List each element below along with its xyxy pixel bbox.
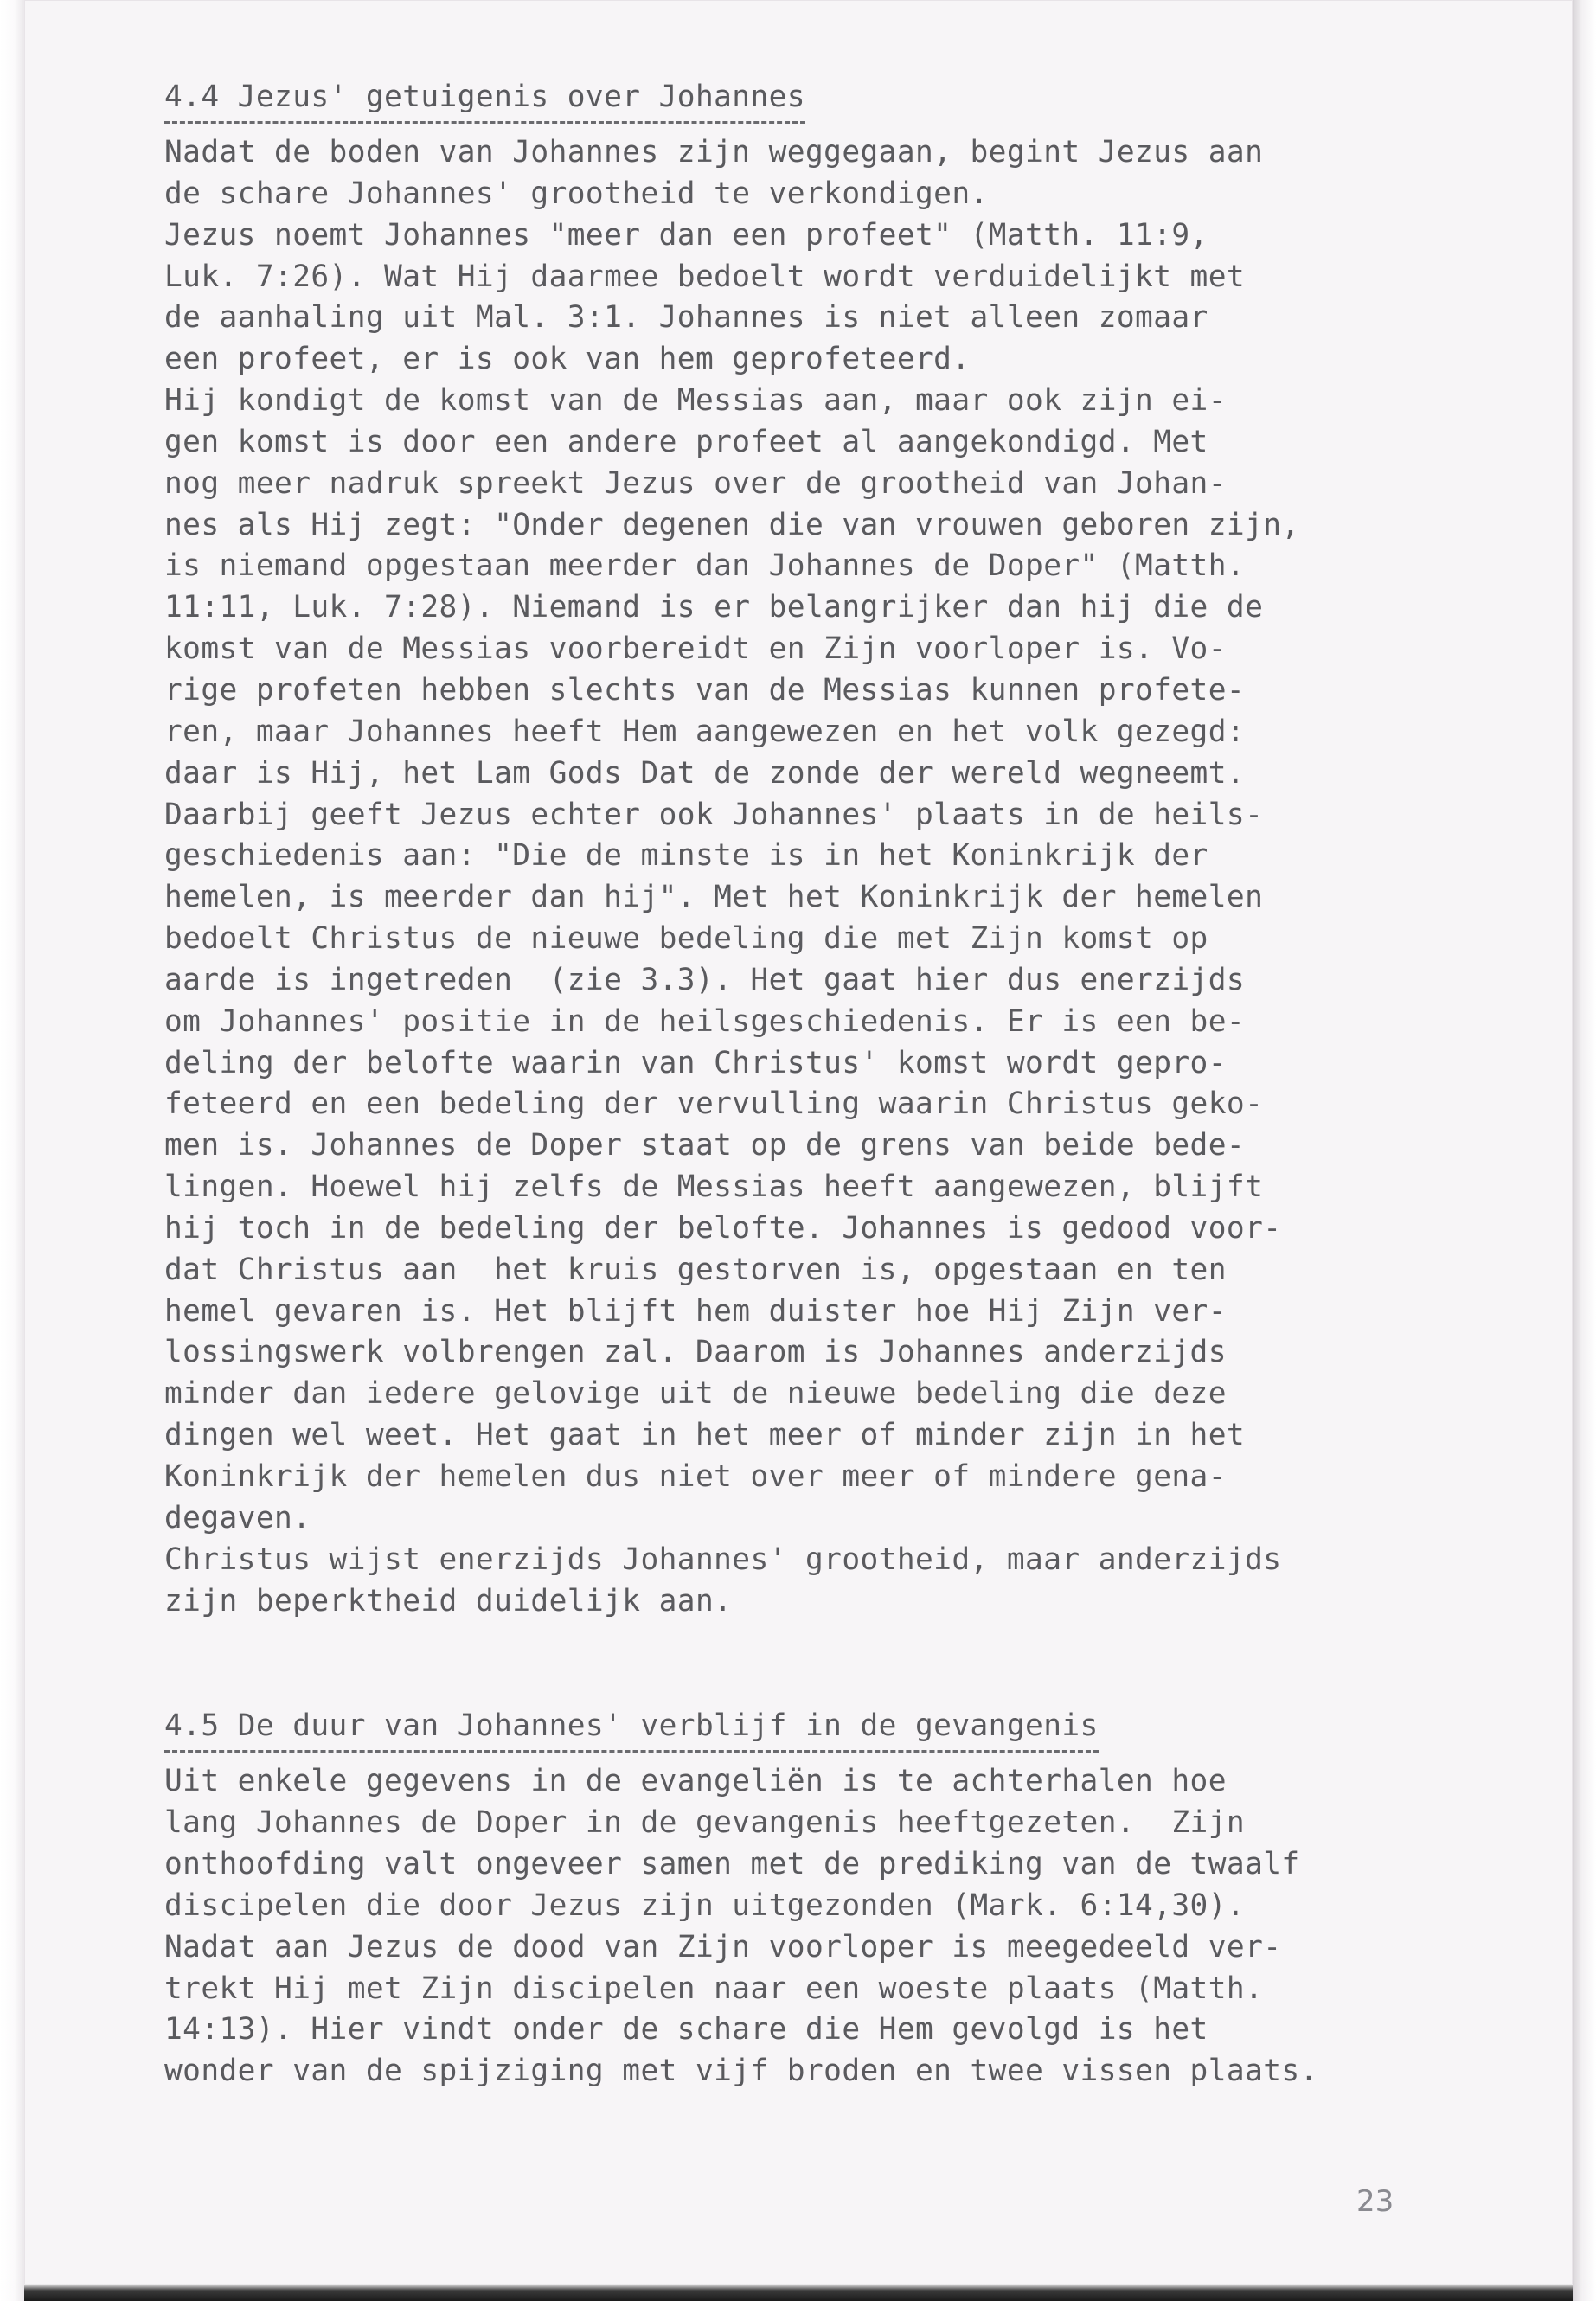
text-line: 11:11, Luk. 7:28). Niemand is er belangrijker dan hij die de — [164, 590, 1264, 625]
text-line: nog meer nadruk spreekt Jezus over de grootheid van Johan- — [164, 465, 1227, 501]
section-heading: 4.4 Jezus' getuigenis over Johannes — [164, 76, 805, 124]
text-line: Nadat de boden van Johannes zijn weggegaan, begint Jezus aan — [164, 135, 1264, 170]
text-line: 14:13). Hier vindt onder de schare die Hem gevolgd is het — [164, 2012, 1208, 2048]
text-line: men is. Johannes de Doper staat op de grens van beide bede- — [164, 1128, 1246, 1163]
section-body — [164, 132, 1514, 1622]
text-line: lang Johannes de Doper in de gevangenis heeftgezeten. Zijn — [164, 1805, 1246, 1841]
text-line: Daarbij geeft Jezus echter ook Johannes' plaats in de heils- — [164, 797, 1264, 832]
text-line: om Johannes' positie in de heilsgeschiedenis. Er is een be- — [164, 1003, 1246, 1039]
text-line: daar is Hij, het Lam Gods Dat de zonde der wereld wegneemt. — [164, 755, 1246, 791]
page-right-edge — [1573, 0, 1596, 2301]
text-line: feteerd en een bedeling der vervulling waarin Christus geko- — [164, 1086, 1264, 1122]
text-line: bedoelt Christus de nieuwe bedeling die met Zijn komst op — [164, 921, 1208, 957]
text-line: Nadat aan Jezus de dood van Zijn voorloper is meegedeeld ver- — [164, 1929, 1282, 1965]
text-line: hemelen, is meerder dan hij". Met het Koninkrijk der hemelen — [164, 880, 1264, 915]
text-line: minder dan iedere gelovige uit de nieuwe bedeling die deze — [164, 1376, 1227, 1412]
text-line: gen komst is door een andere profeet al aangekondigd. Met — [164, 424, 1208, 459]
text-line: Luk. 7:26). Wat Hij daarmee bedoelt wordt verduidelijkt met — [164, 259, 1246, 294]
text-line: trekt Hij met Zijn discipelen naar een woeste plaats (Matth. — [164, 1971, 1264, 2006]
page-number: 23 — [1356, 2184, 1394, 2219]
text-line: discipelen die door Jezus zijn uitgezonden (Mark. 6:14,30). — [164, 1888, 1246, 1923]
text-line: lossingswerk volbrengen zal. Daarom is Johannes anderzijds — [164, 1335, 1227, 1370]
text-line: ren, maar Johannes heeft Hem aangewezen en het volk gezegd: — [164, 714, 1246, 749]
text-line: is niemand opgestaan meerder dan Johannes de Doper" (Matth. — [164, 548, 1246, 584]
section-4-4 — [164, 76, 1514, 1622]
text-line: hemel gevaren is. Het blijft hem duister hoe Hij Zijn ver- — [164, 1293, 1227, 1329]
text-line: Uit enkele gegevens in de evangeliën is te achterhalen hoe — [164, 1764, 1227, 1799]
text-line: Hij kondigt de komst van de Messias aan, maar ook zijn ei- — [164, 383, 1227, 419]
text-line: rige profeten hebben slechts van de Messias kunnen profete- — [164, 672, 1246, 708]
text-line: Koninkrijk der hemelen dus niet over meer of mindere gena- — [164, 1459, 1227, 1494]
page-content — [164, 76, 1514, 2093]
section-heading: 4.5 De duur van Johannes' verblijf in de gevangenis — [164, 1705, 1099, 1753]
text-line: zijn beperktheid duidelijk aan. — [164, 1583, 733, 1618]
text-line: aarde is ingetreden (zie 3.3). Het gaat hier dus enerzijds — [164, 962, 1246, 997]
text-line: een profeet, er is ook van hem geprofeteerd. — [164, 342, 971, 377]
text-line: onthoofding valt ongeveer samen met de prediking van de twaalf — [164, 1847, 1300, 1882]
text-line: deling der belofte waarin van Christus' komst wordt gepro- — [164, 1045, 1227, 1080]
text-line: degaven. — [164, 1500, 311, 1535]
text-line: hij toch in de bedeling der belofte. Johannes is gedood voor- — [164, 1210, 1282, 1246]
text-line: wonder van de spijziging met vijf broden en twee vissen plaats. — [164, 2054, 1318, 2089]
text-line: nes als Hij zegt: "Onder degenen die van vrouwen geboren zijn, — [164, 507, 1300, 542]
text-line: geschiedenis aan: "Die de minste is in het Koninkrijk der — [164, 838, 1208, 874]
section-spacer — [164, 1622, 1514, 1705]
text-line: komst van de Messias voorbereidt en Zijn voorloper is. Vo- — [164, 631, 1227, 667]
section-body — [164, 1761, 1514, 2093]
text-line: Christus wijst enerzijds Johannes' grootheid, maar anderzijds — [164, 1541, 1282, 1577]
text-line: de schare Johannes' grootheid te verkondigen. — [164, 176, 989, 211]
text-line: lingen. Hoewel hij zelfs de Messias heeft aangewezen, blijft — [164, 1170, 1264, 1205]
text-line: dat Christus aan het kruis gestorven is, opgestaan en ten — [164, 1252, 1227, 1287]
text-line: de aanhaling uit Mal. 3:1. Johannes is niet alleen zomaar — [164, 300, 1208, 336]
text-line: Jezus noemt Johannes "meer dan een profeet" (Matth. 11:9, — [164, 217, 1208, 253]
page-left-margin — [0, 0, 24, 2301]
page-bottom-edge — [24, 2284, 1573, 2301]
text-line: dingen wel weet. Het gaat in het meer of minder zijn in het — [164, 1418, 1246, 1453]
section-4-5 — [164, 1705, 1514, 2093]
